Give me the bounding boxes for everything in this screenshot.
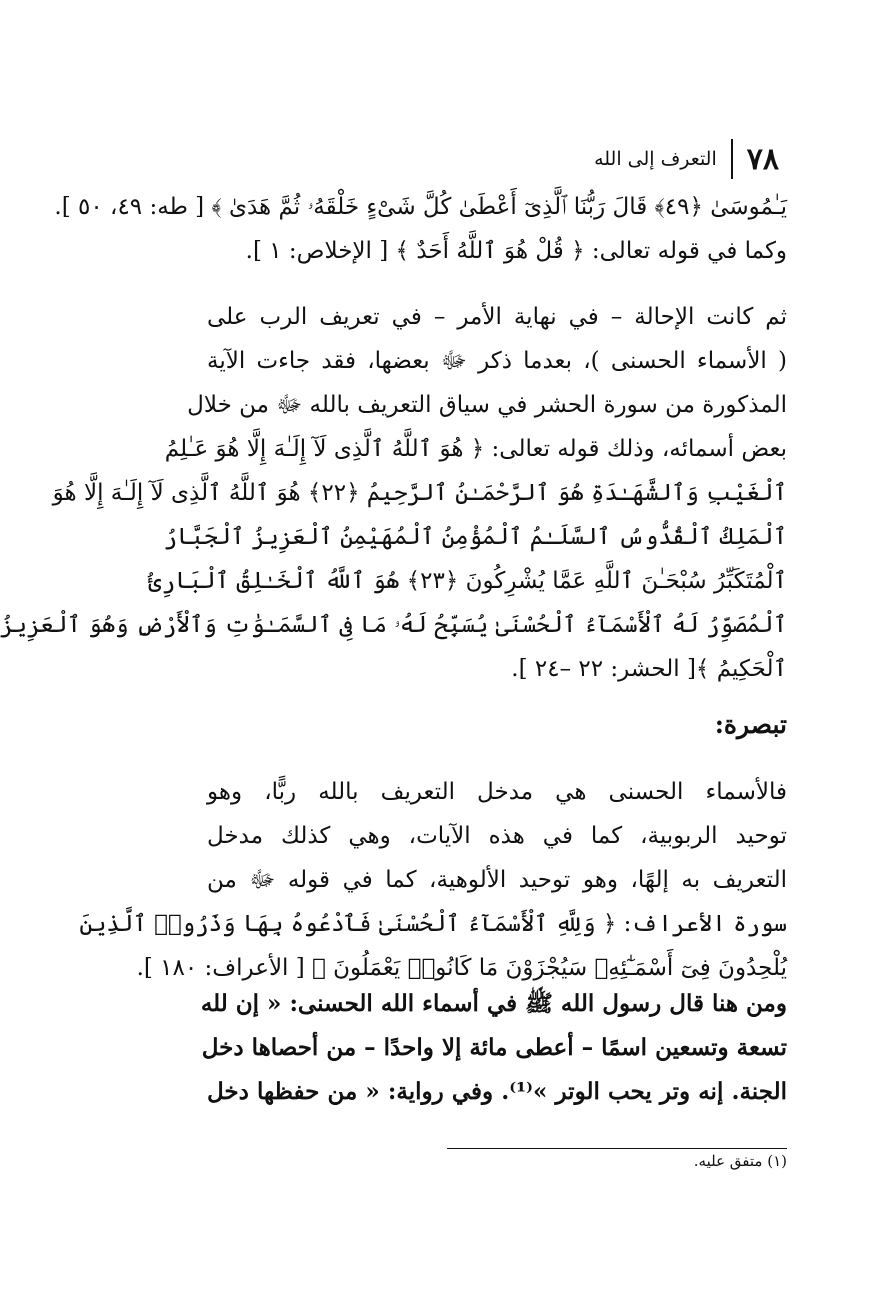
paragraph-tabsira — [79, 770, 787, 990]
text-line: يَـٰمُوسَىٰ ﴿٤٩﴾ قَالَ رَبُّنَا ٱلَّذِىٓ أَعْطَىٰ كُلَّ شَىْءٍ خَلْقَهُۥ ثُمَّ هَدَىٰ ﴾ [ طه: ٤٩، ٥٠ ]. — [54, 194, 787, 220]
quran-line: ٱلْحَكِيمُ ﴾[ الحشر: ٢٢ –٢٤ ]. — [511, 656, 787, 682]
page-number: ٧٨ — [746, 141, 779, 177]
quran-line: ٱلْمُتَكَبِّرُ سُبْحَـٰنَ ٱللَّهِ عَمَّا يُشْرِكُونَ ﴿٢٣﴾ هُوَ ٱللَّهُ ٱلْخَـٰلِقُ ٱلْبَارِئُ — [148, 568, 787, 594]
text-line: تسعة وتسعين اسمًا – أعطى مائة إلا واحدًا – من أحصاها دخل — [201, 1034, 787, 1061]
paragraph-hashr — [0, 295, 787, 691]
text-line: فالأسماء الحسنى هي مدخل التعريف بالله ربًّا، وهو — [207, 779, 787, 805]
header-divider — [731, 139, 733, 179]
text-line: الجنة. إنه وتر يحب الوتر »⁽¹⁾. وفي رواية: « من حفظها دخل — [207, 1078, 787, 1105]
running-title: التعرف إلى الله — [594, 148, 717, 170]
text-line: التعريف به إلهًا، وهو توحيد الألوهية، كما في قوله ﷻ من — [207, 867, 787, 893]
text-line: سورة الأعراف: ﴿ وَلِلَّهِ ٱلْأَسْمَآءُ ٱلْحُسْنَىٰ فَٱدْعُوهُ بِهَا وَذَرُوا۟ ٱلَّذِينَ — [79, 911, 787, 937]
footnote-divider — [447, 1148, 787, 1149]
text-line: وكما في قوله تعالى: ﴿ قُلْ هُوَ ٱللَّهُ أَحَدٌ ﴾ [ الإخلاص: ١ ]. — [245, 238, 787, 264]
paragraph-hadith — [200, 982, 787, 1114]
text-line: ومن هنا قال رسول الله ﷺ في أسماء الله الحسنى: « إن لله — [200, 990, 787, 1017]
text-line: بعض أسمائه، وذلك قوله تعالى: ﴿ هُوَ ٱللَّهُ ٱلَّذِى لَآ إِلَـٰهَ إِلَّا هُوَ عَـٰلِمُ — [164, 436, 787, 462]
quran-line: ٱلْغَيْبِ وَٱلشَّهَـٰدَةِ هُوَ ٱلرَّحْمَـٰنُ ٱلرَّحِيمُ ﴿٢٢﴾ هُوَ ٱللَّهُ ٱلَّذِى لَآ إِلَـٰهَ إِلَّا هُوَ — [52, 480, 787, 506]
footnote: (١) متفق عليه. — [693, 1152, 787, 1170]
text-line: ( الأسماء الحسنى )، بعدما ذكر ﷻ بعضها، فقد جاءت الآية — [207, 348, 787, 374]
quran-line: ٱلْمَلِكُ ٱلْقُدُّوسُ ٱلسَّلَـٰمُ ٱلْمُؤْمِنُ ٱلْمُهَيْمِنُ ٱلْعَزِيزُ ٱلْجَبَّارُ — [163, 524, 787, 550]
text-line: المذكورة من سورة الحشر في سياق التعريف بالله ﷻ من خلال — [187, 392, 787, 418]
page-header — [594, 138, 779, 180]
paragraph-quran-taha — [54, 185, 787, 273]
text-line: توحيد الربوبية، كما في هذه الآيات، وهي كذلك مدخل — [207, 823, 787, 849]
text-line: يُلْحِدُونَ فِىٓ أَسْمَـٰٓئِهِۦ سَيُجْزَوْنَ مَا كَانُوا۟ يَعْمَلُونَ ﴾ [ الأعراف: ١٨٠ ]. — [136, 955, 787, 981]
quran-line: ٱلْمُصَوِّرُ لَهُ ٱلْأَسْمَآءُ ٱلْحُسْنَىٰ يُسَبِّحُ لَهُۥ مَا فِى ٱلسَّمَـٰوَٰتِ وَٱلْأَرْضِ وَهُوَ ٱلْعَزِيزُ — [0, 612, 787, 638]
text-line: ثم كانت الإحالة – في نهاية الأمر – في تعريف الرب على — [207, 304, 787, 330]
section-heading: تبصرة: — [714, 710, 787, 739]
